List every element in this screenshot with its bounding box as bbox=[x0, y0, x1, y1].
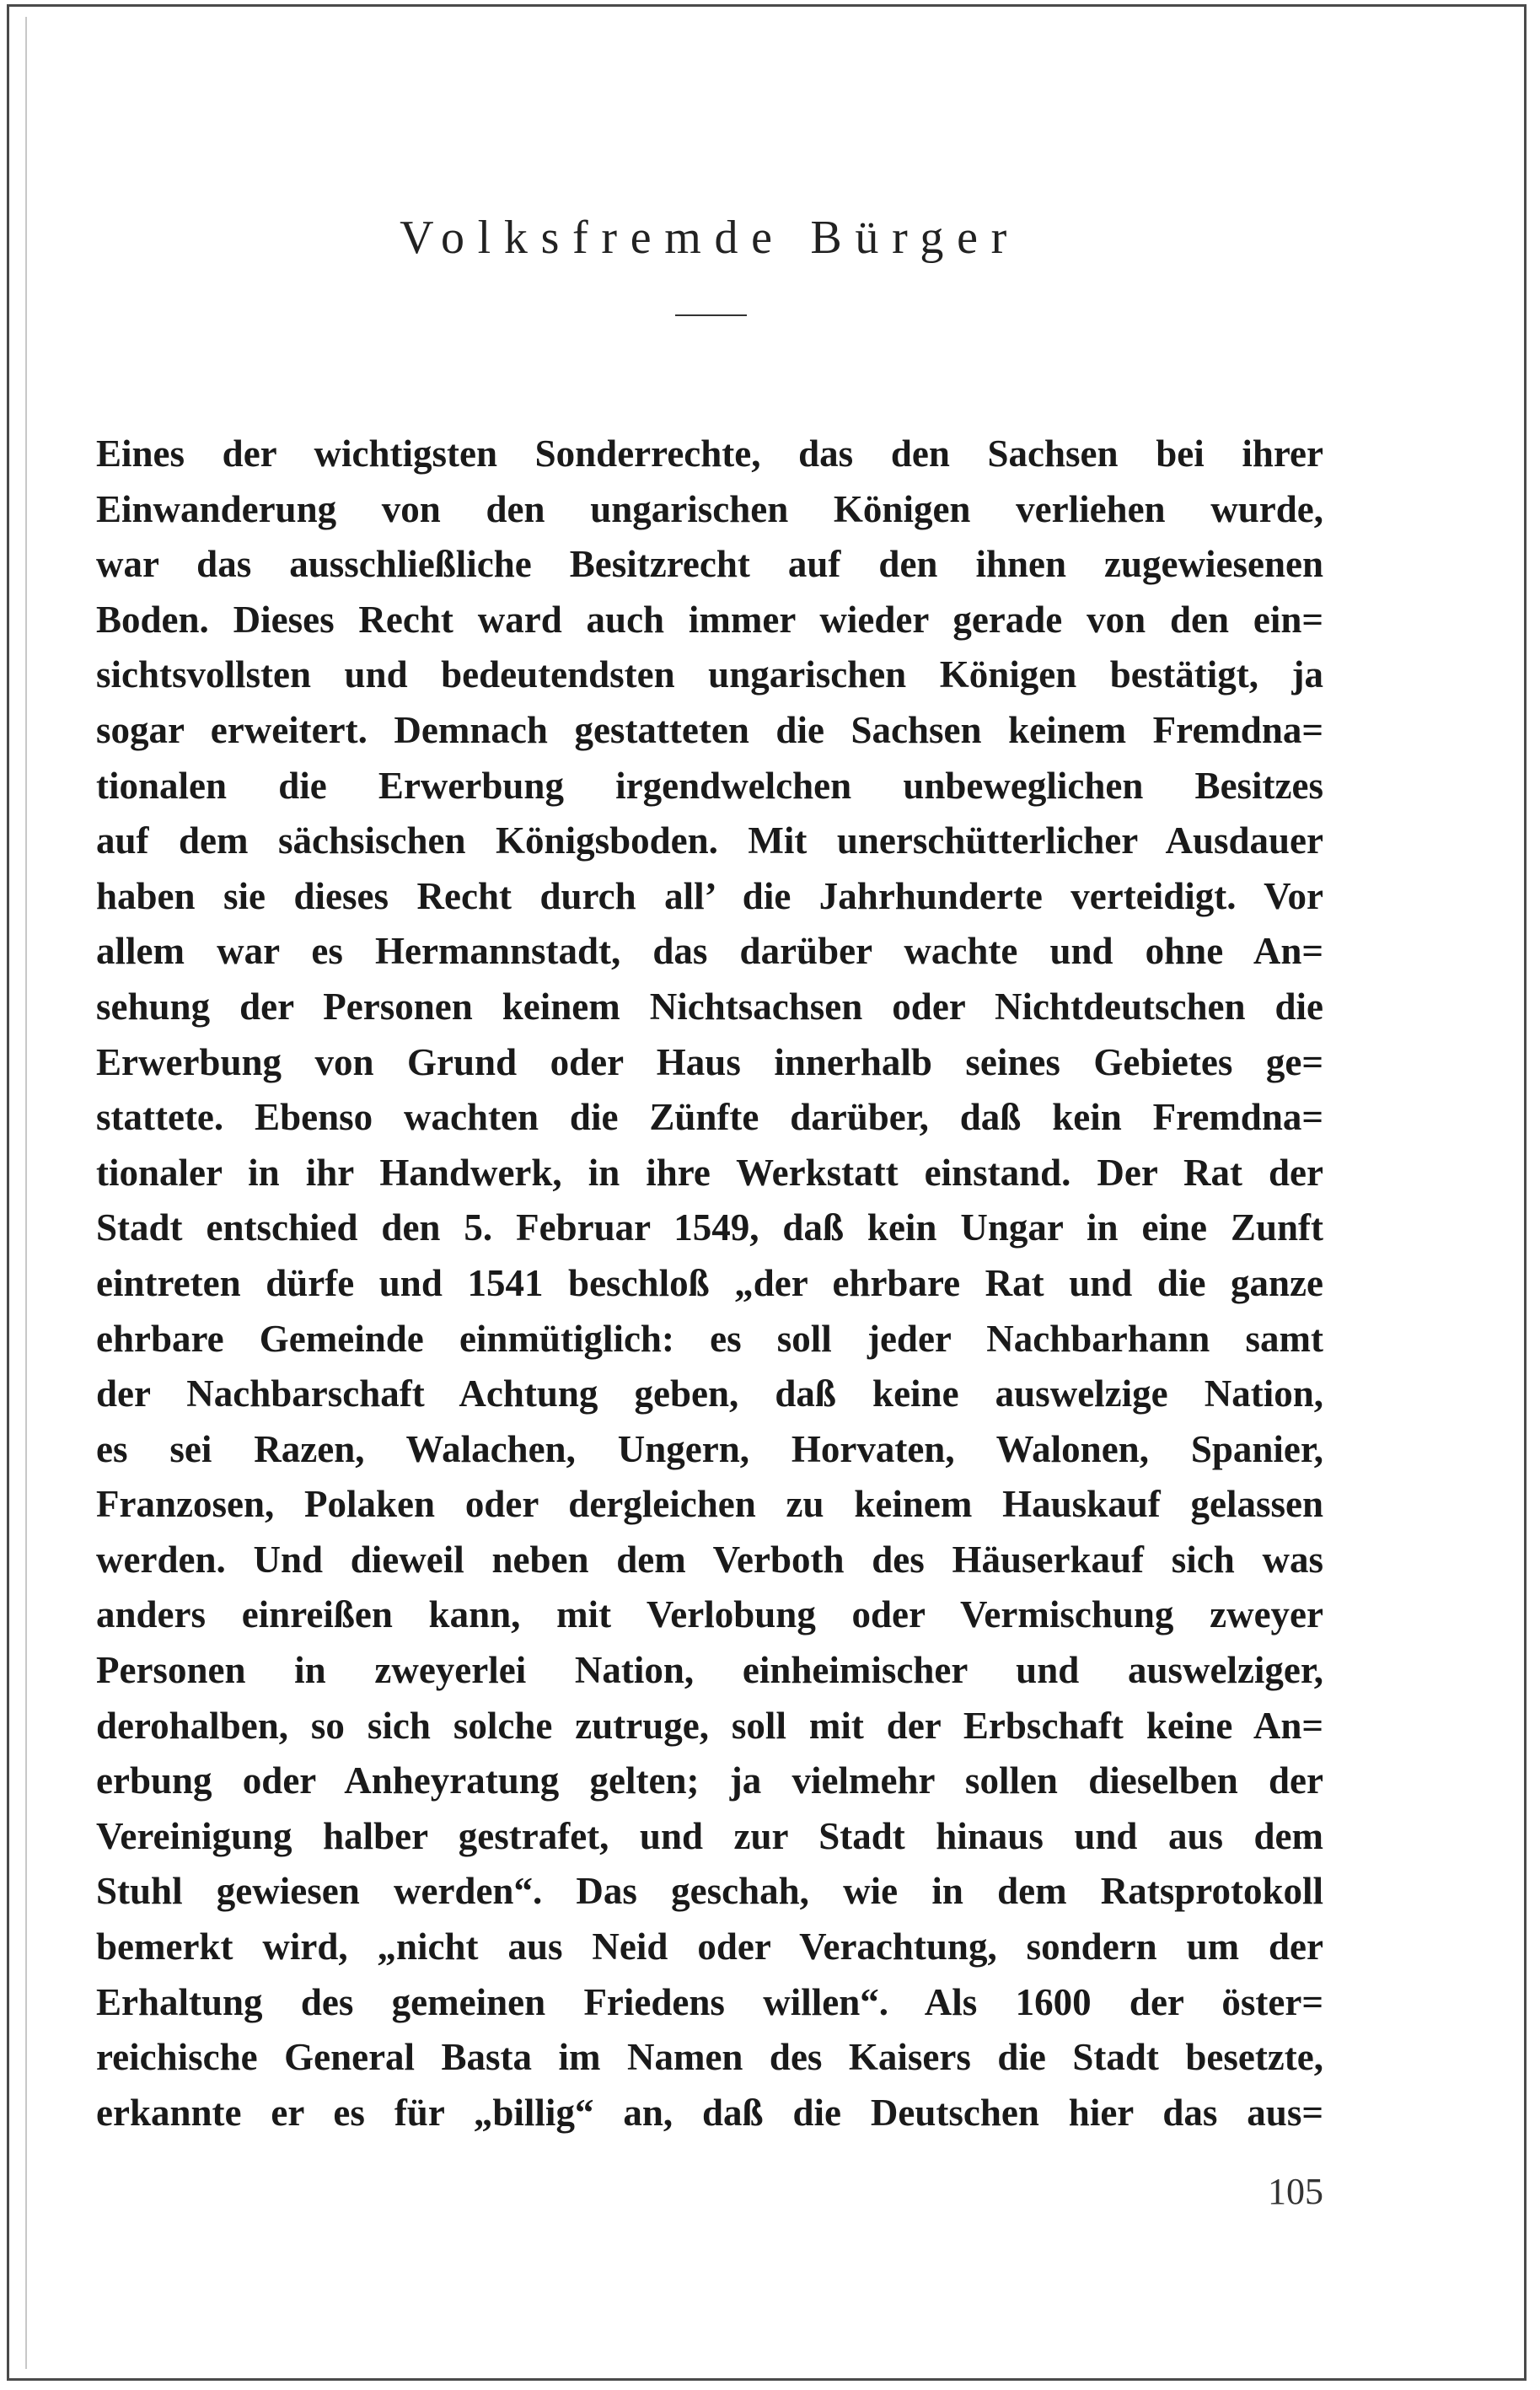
body-line: sehung der Personen keinem Nichtsachsen oder Nichtdeutschen die bbox=[96, 985, 1323, 1028]
body-line: Erwerbung von Grund oder Haus innerhalb seines Gebietes ge= bbox=[96, 1040, 1323, 1083]
body-line: tionalen die Erwerbung irgendwelchen unbeweglichen Besitzes bbox=[96, 764, 1323, 807]
body-line: war das ausschließliche Besitzrecht auf den ihnen zugewiesenen bbox=[96, 543, 1323, 586]
body-line: Eines der wichtigsten Sonderrechte, das den Sachsen bei ihrer bbox=[96, 432, 1323, 475]
body-line: sichtsvollsten und bedeutendsten ungarischen Königen bestätigt, ja bbox=[96, 653, 1323, 696]
body-line: erbung oder Anheyratung gelten; ja vielmehr sollen dieselben der bbox=[96, 1759, 1323, 1802]
body-line: Erhaltung des gemeinen Friedens willen“. Als 1600 der öster= bbox=[96, 1980, 1323, 2023]
body-line: Stadt entschied den 5. Februar 1549, daß kein Ungar in eine Zunft bbox=[96, 1206, 1323, 1249]
body-line: eintreten dürfe und 1541 beschloß „der ehrbare Rat und die ganze bbox=[96, 1261, 1323, 1304]
body-line: Personen in zweyerlei Nation, einheimischer und auswelziger, bbox=[96, 1649, 1323, 1692]
body-line: derohalben, so sich solche zutruge, soll mit der Erbschaft keine An= bbox=[96, 1704, 1323, 1747]
body-line: Stuhl gewiesen werden“. Das geschah, wie in dem Ratsprotokoll bbox=[96, 1870, 1323, 1913]
body-line: tionaler in ihr Handwerk, in ihre Werkstatt einstand. Der Rat der bbox=[96, 1151, 1323, 1194]
body-line: allem war es Hermannstadt, das darüber wachte und ohne An= bbox=[96, 930, 1323, 973]
body-text bbox=[96, 427, 1323, 2140]
body-line: Vereinigung halber gestrafet, und zur Stadt hinaus und aus dem bbox=[96, 1814, 1323, 1857]
body-line: Boden. Dieses Recht ward auch immer wieder gerade von den ein= bbox=[96, 598, 1323, 641]
page-number: 105 bbox=[1268, 2171, 1323, 2212]
body-line: stattete. Ebenso wachten die Zünfte darüber, daß kein Fremdna= bbox=[96, 1096, 1323, 1139]
body-line: Franzosen, Polaken oder dergleichen zu keinem Hauskauf gelassen bbox=[96, 1483, 1323, 1526]
title-rule bbox=[675, 314, 747, 316]
body-line: bemerkt wird, „nicht aus Neid oder Verachtung, sondern um der bbox=[96, 1925, 1323, 1968]
body-line: haben sie dieses Recht durch all’ die Jahrhunderte verteidigt. Vor bbox=[96, 874, 1323, 917]
body-line: der Nachbarschaft Achtung geben, daß keine auswelzige Nation, bbox=[96, 1372, 1323, 1415]
body-line: Einwanderung von den ungarischen Königen verliehen wurde, bbox=[96, 487, 1323, 530]
body-line: werden. Und dieweil neben dem Verboth des Häuserkauf sich was bbox=[96, 1538, 1323, 1581]
body-line: reichische General Basta im Namen des Kaisers die Stadt besetzte, bbox=[96, 2036, 1323, 2079]
body-line: sogar erweitert. Demnach gestatteten die Sachsen keinem Fremdna= bbox=[96, 708, 1323, 751]
body-line: es sei Razen, Walachen, Ungern, Horvaten, Walonen, Spanier, bbox=[96, 1427, 1323, 1470]
body-line: auf dem sächsischen Königsboden. Mit unerschütterlicher Ausdauer bbox=[96, 819, 1323, 862]
page-title: Volksfremde Bürger bbox=[400, 212, 1020, 264]
body-line: anders einreißen kann, mit Verlobung oder Vermischung zweyer bbox=[96, 1593, 1323, 1636]
scan-edge-line bbox=[25, 17, 27, 2369]
body-line: ehrbare Gemeinde einmütiglich: es soll jeder Nachbarhann samt bbox=[96, 1317, 1323, 1360]
body-line: erkannte er es für „billig“ an, daß die Deutschen hier das aus= bbox=[96, 2091, 1323, 2134]
